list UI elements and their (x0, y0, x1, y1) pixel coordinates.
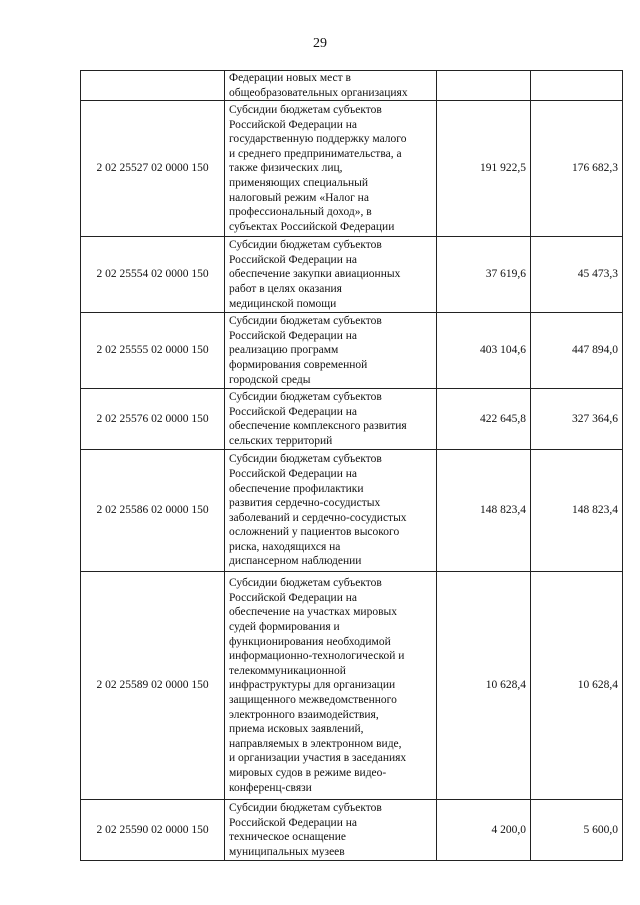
description-cell: Субсидии бюджетам субъектов Российской Федерации на техническое оснащение муниципальных музеев (225, 800, 437, 861)
budget-code-cell: 2 02 25586 02 0000 150 (81, 450, 225, 572)
table-row (81, 237, 623, 313)
amount-cell-2: 5 600,0 (531, 800, 623, 861)
amount-cell-2: 447 894,0 (531, 313, 623, 389)
amount-cell-1: 403 104,6 (437, 313, 531, 389)
table-row (81, 450, 623, 572)
description-cell: Субсидии бюджетам субъектов Российской Федерации на обеспечение на участках мировых судей формирования и функционирования необходимой информационно-технологической и телекоммуникационной инфраструктуры для организации защищенного межведомственного электронного взаимодействия, приема исковых заявлений, направляемых в электронном виде, и организации участия в заседаниях мировых судов в режиме видео- конференц-связи (225, 572, 437, 800)
description-cell: Субсидии бюджетам субъектов Российской Федерации на обеспечение закупки авиационных работ в целях оказания медицинской помощи (225, 237, 437, 313)
amount-cell-2 (531, 71, 623, 101)
amount-cell-1: 191 922,5 (437, 101, 531, 237)
amount-cell-2: 10 628,4 (531, 572, 623, 800)
budget-table (80, 70, 623, 861)
description-cell: Субсидии бюджетам субъектов Российской Федерации на обеспечение профилактики развития сердечно-сосудистых заболеваний и сердечно-сосудистых осложнений у пациентов высокого риска, находящихся на диспансерном наблюдении (225, 450, 437, 572)
amount-cell-2: 45 473,3 (531, 237, 623, 313)
amount-cell-1: 422 645,8 (437, 389, 531, 450)
description-cell: Субсидии бюджетам субъектов Российской Федерации на государственную поддержку малого и среднего предпринимательства, а также физических лиц, применяющих специальный налоговый режим «Налог на профессиональный доход», в субъектах Российской Федерации (225, 101, 437, 237)
budget-code-cell: 2 02 25590 02 0000 150 (81, 800, 225, 861)
table-row (81, 800, 623, 861)
amount-cell-1 (437, 71, 531, 101)
table-row (81, 389, 623, 450)
description-cell: Субсидии бюджетам субъектов Российской Федерации на обеспечение комплексного развития сельских территорий (225, 389, 437, 450)
budget-code-cell: 2 02 25589 02 0000 150 (81, 572, 225, 800)
table-row (81, 313, 623, 389)
amount-cell-1: 10 628,4 (437, 572, 531, 800)
amount-cell-1: 148 823,4 (437, 450, 531, 572)
amount-cell-1: 4 200,0 (437, 800, 531, 861)
amount-cell-2: 148 823,4 (531, 450, 623, 572)
budget-code-cell: 2 02 25554 02 0000 150 (81, 237, 225, 313)
amount-cell-2: 327 364,6 (531, 389, 623, 450)
budget-code-cell: 2 02 25527 02 0000 150 (81, 101, 225, 237)
table-row (81, 71, 623, 101)
budget-code-cell: 2 02 25555 02 0000 150 (81, 313, 225, 389)
amount-cell-2: 176 682,3 (531, 101, 623, 237)
description-cell: Федерации новых мест в общеобразовательных организациях (225, 71, 437, 101)
page-number: 29 (313, 36, 327, 51)
budget-code-cell: 2 02 25576 02 0000 150 (81, 389, 225, 450)
amount-cell-1: 37 619,6 (437, 237, 531, 313)
budget-code-cell (81, 71, 225, 101)
table-row (81, 572, 623, 800)
table-row (81, 101, 623, 237)
description-cell: Субсидии бюджетам субъектов Российской Федерации на реализацию программ формирования современной городской среды (225, 313, 437, 389)
